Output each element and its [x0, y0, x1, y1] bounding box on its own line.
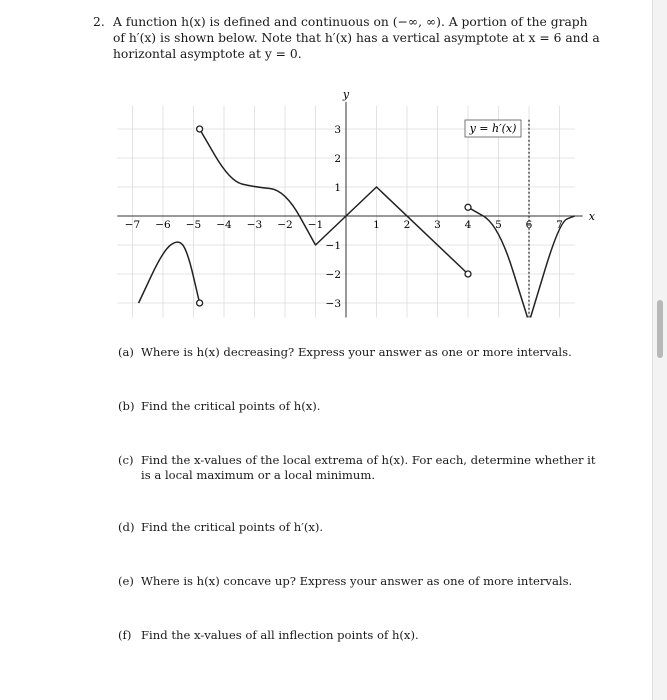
- x-tick-label: 3: [434, 219, 441, 231]
- graph-legend-group: [465, 120, 521, 137]
- part-c-text: Find the x-values of the local extrema of h(x). For each, determine whether it is a local maximum or a local minimum.: [141, 453, 596, 482]
- x-tick-label: −1: [307, 219, 324, 231]
- part-c-label: (c): [118, 453, 134, 467]
- x-tick-label: −4: [216, 219, 232, 231]
- curve-piece-1: [139, 242, 200, 303]
- x-tick-label: 5: [495, 219, 502, 231]
- part-d: [118, 520, 598, 535]
- scrollbar-thumb[interactable]: [657, 300, 663, 358]
- x-tick-label: −3: [246, 219, 263, 231]
- open-endpoint: [465, 271, 471, 277]
- part-b: [118, 399, 598, 414]
- y-tick-label: −3: [325, 298, 341, 310]
- x-tick-label: 7: [556, 219, 563, 231]
- part-f-label: (f): [118, 628, 132, 642]
- y-tick-label: −2: [325, 269, 341, 281]
- x-tick-label: 6: [525, 219, 533, 231]
- part-c: [118, 453, 598, 483]
- x-tick-label: −6: [155, 219, 171, 231]
- y-tick-label: −1: [325, 240, 341, 252]
- x-tick-label: −7: [124, 219, 141, 231]
- x-tick-label: 4: [464, 219, 472, 231]
- part-a-text: Where is h(x) decreasing? Express your answer as one or more intervals.: [141, 345, 572, 359]
- curve-piece-5: [531, 216, 575, 318]
- part-a: [118, 345, 598, 360]
- x-tick-label: 2: [403, 219, 411, 231]
- part-f: [118, 628, 598, 643]
- derivative-graph: [110, 87, 595, 330]
- vertical-scrollbar[interactable]: [652, 0, 667, 700]
- problem-number: 2.: [93, 15, 105, 29]
- problem-statement: [93, 14, 603, 62]
- open-endpoint: [465, 204, 471, 210]
- x-tick-label: −5: [185, 219, 202, 231]
- part-e: [118, 574, 598, 589]
- part-b-label: (b): [118, 399, 135, 413]
- x-axis-label: x: [588, 210, 595, 223]
- part-e-label: (e): [118, 574, 134, 588]
- open-endpoint: [197, 300, 203, 306]
- y-tick-label: 2: [334, 153, 341, 165]
- x-tick-label: −2: [277, 219, 293, 231]
- x-tick-label: 1: [373, 219, 380, 231]
- y-axis-label: y: [342, 87, 350, 101]
- part-b-text: Find the critical points of h(x).: [141, 399, 321, 413]
- graph-legend: y = h′(x): [469, 122, 517, 135]
- part-d-text: Find the critical points of h′(x).: [141, 520, 324, 534]
- part-a-label: (a): [118, 345, 134, 359]
- graph-ticks: [125, 124, 563, 310]
- part-f-text: Find the x-values of all inflection points of h(x).: [141, 628, 419, 642]
- part-d-label: (d): [118, 520, 135, 534]
- part-e-text: Where is h(x) concave up? Express your answer as one of more intervals.: [141, 574, 573, 588]
- y-tick-label: 3: [334, 124, 341, 136]
- problem-text: A function h(x) is defined and continuous on (−∞, ∞). A portion of the graph of h′(x) is shown below. Note that h′(x) has a vertical asymptote at x = 6 and a horizontal asymptote at y = 0.: [113, 15, 600, 61]
- curve-piece-3: [316, 187, 469, 274]
- y-tick-label: 1: [334, 182, 341, 194]
- open-endpoint: [197, 126, 203, 132]
- graph-curves: [139, 129, 575, 318]
